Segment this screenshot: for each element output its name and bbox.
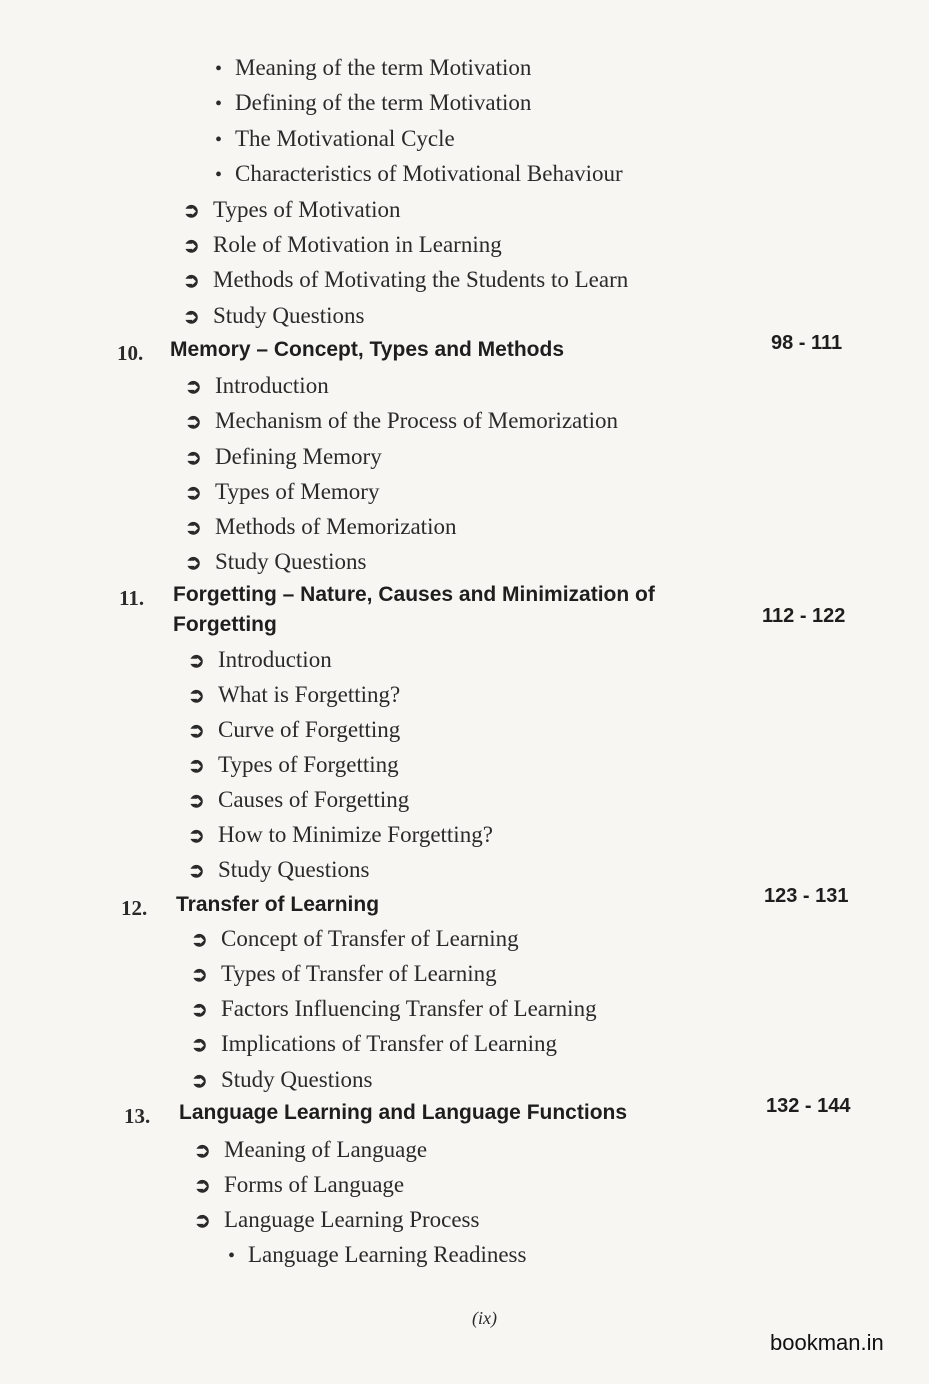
arrow-bullet-icon: ➲ [188, 685, 205, 707]
item-text: The Motivational Cycle [235, 126, 455, 151]
bullet-dot-icon: • [215, 58, 223, 80]
page-range: 98 - 111 [771, 332, 843, 354]
chapter-number: 10. [117, 341, 144, 365]
sub-bullet-item [228, 1241, 526, 1270]
item-text: Causes of Forgetting [218, 787, 410, 812]
topic-item [188, 821, 493, 850]
chapter-title: Language Learning and Language Functions [179, 1101, 628, 1124]
page-range: 132 - 144 [766, 1095, 851, 1117]
item-text: Characteristics of Motivational Behaviour [235, 161, 623, 186]
arrow-bullet-icon: ➲ [194, 1140, 211, 1162]
page-range: 112 - 122 [762, 605, 846, 627]
item-text: Study Questions [221, 1067, 373, 1092]
item-text: Language Learning Readiness [248, 1242, 527, 1267]
bullet-dot-icon: • [215, 164, 223, 186]
arrow-bullet-icon: ➲ [188, 825, 205, 847]
item-text: How to Minimize Forgetting? [218, 822, 493, 847]
arrow-bullet-icon: ➲ [188, 860, 205, 882]
item-text: Study Questions [215, 549, 367, 574]
watermark: bookman.in [770, 1330, 884, 1355]
sub-bullet-item [215, 125, 455, 154]
topic-item [194, 1206, 479, 1235]
item-text: Methods of Motivating the Students to Learn [213, 267, 629, 292]
item-text: What is Forgetting? [218, 682, 401, 707]
topic-item [191, 1066, 372, 1095]
chapter-title: Memory – Concept, Types and Methods [170, 338, 565, 361]
sub-bullet-item [215, 160, 623, 189]
item-text: Introduction [215, 373, 329, 398]
topic-item [194, 1136, 427, 1165]
item-text: Factors Influencing Transfer of Learning [221, 996, 597, 1021]
chapter-number: 13. [124, 1104, 151, 1128]
sub-bullet-item [215, 89, 531, 118]
item-text: Language Learning Process [224, 1207, 480, 1232]
item-text: Forms of Language [224, 1172, 405, 1197]
arrow-bullet-icon: ➲ [183, 306, 200, 328]
topic-item [183, 302, 364, 331]
item-text: Types of Forgetting [218, 752, 399, 777]
topic-item [185, 513, 456, 542]
topic-item [185, 548, 366, 577]
arrow-bullet-icon: ➲ [194, 1175, 211, 1197]
topic-item [188, 646, 332, 675]
item-text: Types of Memory [215, 479, 380, 504]
topic-item [185, 478, 379, 507]
arrow-bullet-icon: ➲ [185, 376, 202, 398]
topic-item [191, 1030, 557, 1059]
chapter-title: Forgetting – Nature, Causes and Minimization of [173, 583, 655, 606]
item-text: Study Questions [218, 857, 370, 882]
topic-item [185, 407, 618, 436]
arrow-bullet-icon: ➲ [191, 1034, 208, 1056]
item-text: Study Questions [213, 303, 365, 328]
sub-bullet-item [215, 54, 531, 83]
arrow-bullet-icon: ➲ [185, 482, 202, 504]
item-text: Types of Transfer of Learning [221, 961, 497, 986]
topic-item [188, 716, 400, 745]
topic-item [188, 751, 399, 780]
item-text: Curve of Forgetting [218, 717, 401, 742]
topic-item [188, 786, 409, 815]
bullet-dot-icon: • [228, 1245, 236, 1267]
arrow-bullet-icon: ➲ [191, 929, 208, 951]
chapter-title: Forgetting [173, 613, 277, 636]
topic-item [188, 856, 369, 885]
topic-item [194, 1171, 404, 1200]
arrow-bullet-icon: ➲ [191, 964, 208, 986]
arrow-bullet-icon: ➲ [191, 999, 208, 1021]
topic-item [191, 960, 497, 989]
arrow-bullet-icon: ➲ [183, 235, 200, 257]
topic-item [183, 231, 502, 260]
arrow-bullet-icon: ➲ [183, 200, 200, 222]
arrow-bullet-icon: ➲ [183, 270, 200, 292]
topic-item [191, 925, 519, 954]
item-text: Introduction [218, 647, 332, 672]
item-text: Defining Memory [215, 444, 382, 469]
item-text: Implications of Transfer of Learning [221, 1031, 557, 1056]
chapter-number: 11. [119, 586, 145, 610]
arrow-bullet-icon: ➲ [194, 1210, 211, 1232]
arrow-bullet-icon: ➲ [185, 517, 202, 539]
item-text: Defining of the term Motivation [235, 90, 532, 115]
item-text: Meaning of the term Motivation [235, 55, 532, 80]
page-number: (ix) [472, 1308, 497, 1328]
item-text: Meaning of Language [224, 1137, 428, 1162]
item-text: Types of Motivation [213, 197, 401, 222]
arrow-bullet-icon: ➲ [185, 411, 202, 433]
bullet-dot-icon: • [215, 129, 223, 151]
arrow-bullet-icon: ➲ [185, 447, 202, 469]
topic-item [185, 443, 382, 472]
page-range: 123 - 131 [764, 885, 849, 907]
item-text: Concept of Transfer of Learning [221, 926, 519, 951]
bullet-dot-icon: • [215, 93, 223, 115]
chapter-number: 12. [121, 896, 148, 920]
arrow-bullet-icon: ➲ [191, 1070, 208, 1092]
arrow-bullet-icon: ➲ [188, 650, 205, 672]
item-text: Methods of Memorization [215, 514, 457, 539]
arrow-bullet-icon: ➲ [188, 720, 205, 742]
topic-item [191, 995, 597, 1024]
topic-item [183, 196, 400, 225]
chapter-title: Transfer of Learning [176, 893, 380, 916]
topic-item [183, 266, 628, 295]
topic-item [188, 681, 400, 710]
arrow-bullet-icon: ➲ [185, 552, 202, 574]
topic-item [185, 372, 329, 401]
arrow-bullet-icon: ➲ [188, 790, 205, 812]
item-text: Mechanism of the Process of Memorization [215, 408, 619, 433]
item-text: Role of Motivation in Learning [213, 232, 502, 257]
arrow-bullet-icon: ➲ [188, 755, 205, 777]
